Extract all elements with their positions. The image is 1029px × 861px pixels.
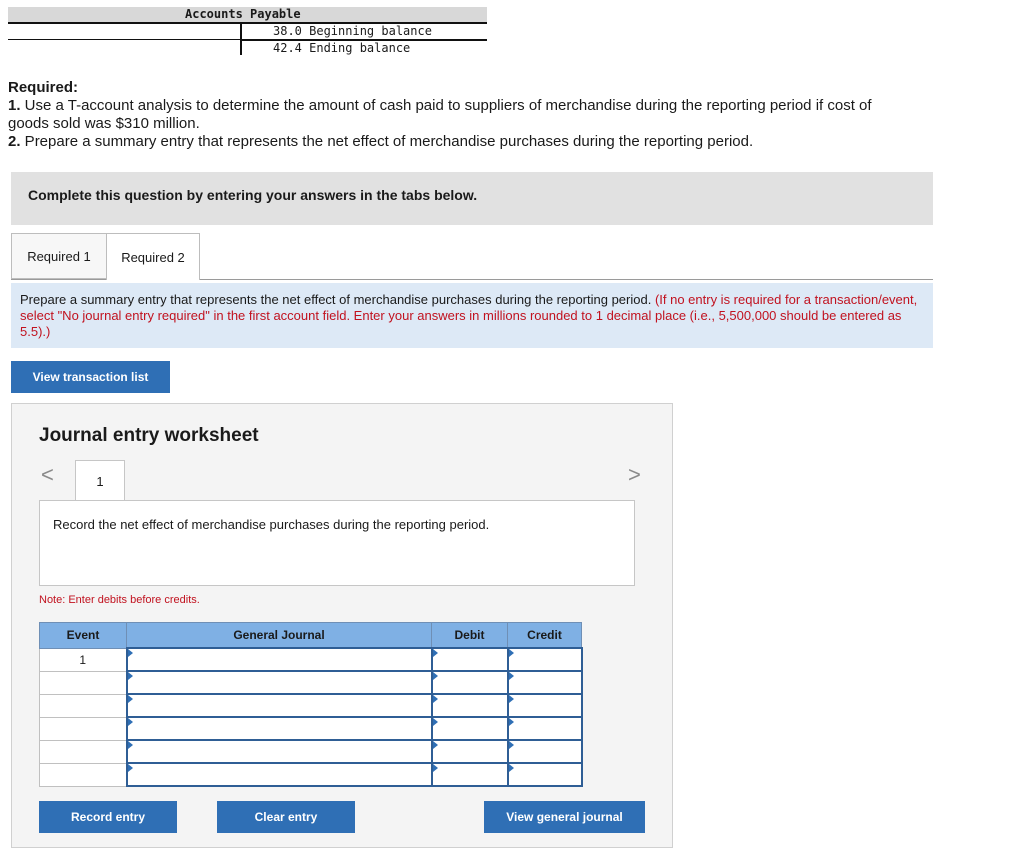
- required-item-1: [8, 97, 872, 115]
- t-account-row-beginning: 38.0 Beginning balance: [273, 24, 432, 38]
- debit-input[interactable]: [432, 671, 508, 694]
- account-input[interactable]: [127, 671, 432, 694]
- account-input[interactable]: [127, 740, 432, 763]
- question-instructions: [11, 283, 933, 348]
- header-event: Event: [40, 623, 127, 649]
- account-input[interactable]: [127, 694, 432, 717]
- credit-input[interactable]: [508, 717, 582, 740]
- worksheet-title: Journal entry worksheet: [39, 425, 259, 446]
- t-account-row-ending: 42.4 Ending balance: [273, 41, 411, 55]
- required-item-2-number: 2.: [8, 133, 21, 150]
- event-cell: [40, 694, 127, 717]
- instructions-note: (If no entry is required for a transaction/event, select "No journal entry required" in the first account field. Enter your answers in millions rounded to 1 decimal place (i.e., 5,500,000 should be entered as 5.5).): [20, 292, 918, 339]
- credit-input[interactable]: [508, 694, 582, 717]
- debit-input[interactable]: [432, 648, 508, 671]
- table-row: [40, 740, 582, 763]
- account-input[interactable]: [127, 717, 432, 740]
- t-account-title: Accounts Payable: [185, 7, 301, 21]
- event-cell: 1: [40, 648, 127, 671]
- account-input[interactable]: [127, 648, 432, 671]
- worksheet-description-box: [39, 500, 635, 586]
- table-row: [40, 763, 582, 786]
- debit-input[interactable]: [432, 717, 508, 740]
- tab-required-1[interactable]: Required 1: [11, 233, 106, 279]
- required-item-2: [8, 133, 753, 151]
- required-item-1-text: Use a T-account analysis to determine the amount of cash paid to suppliers of merchandise during the reporting period if cost of: [20, 97, 872, 114]
- instruction-banner-text: Complete this question by entering your answers in the tabs below.: [28, 187, 478, 203]
- event-cell: [40, 717, 127, 740]
- required-item-1-cont: goods sold was $310 million.: [8, 115, 200, 132]
- worksheet-description: Record the net effect of merchandise purchases during the reporting period.: [53, 517, 490, 532]
- table-row: [40, 671, 582, 694]
- credit-input[interactable]: [508, 671, 582, 694]
- event-cell: [40, 740, 127, 763]
- debit-input[interactable]: [432, 740, 508, 763]
- debit-input[interactable]: [432, 694, 508, 717]
- prev-arrow-icon[interactable]: <: [41, 462, 54, 487]
- required-item-1-number: 1.: [8, 97, 21, 114]
- event-cell: [40, 763, 127, 786]
- tab-divider: [200, 279, 933, 280]
- journal-table-header-row: [40, 623, 582, 649]
- view-transaction-list-button[interactable]: View transaction list: [11, 361, 170, 393]
- header-debit: Debit: [432, 623, 508, 649]
- event-cell: [40, 671, 127, 694]
- t-account-mask: [8, 40, 240, 43]
- debit-input[interactable]: [432, 763, 508, 786]
- required-heading: Required:: [8, 79, 79, 96]
- header-general-journal: General Journal: [127, 623, 432, 649]
- debits-credits-note: Note: Enter debits before credits.: [39, 594, 200, 606]
- credit-input[interactable]: [508, 648, 582, 671]
- view-general-journal-button[interactable]: View general journal: [484, 801, 645, 833]
- table-row: [40, 694, 582, 717]
- account-input[interactable]: [127, 763, 432, 786]
- header-credit: Credit: [508, 623, 582, 649]
- table-row: [40, 717, 582, 740]
- record-entry-button[interactable]: Record entry: [39, 801, 177, 833]
- credit-input[interactable]: [508, 740, 582, 763]
- instructions-main: Prepare a summary entry that represents the net effect of merchandise purchases during the reporting period.: [20, 292, 655, 307]
- credit-input[interactable]: [508, 763, 582, 786]
- tab-divider-left: [11, 279, 106, 280]
- required-item-2-text: Prepare a summary entry that represents the net effect of merchandise purchases during the reporting period.: [20, 133, 754, 150]
- journal-entry-table: [39, 622, 583, 787]
- tab-required-2[interactable]: Required 2: [106, 233, 200, 280]
- instruction-banner: [11, 172, 933, 225]
- table-row: [40, 648, 582, 671]
- clear-entry-button[interactable]: Clear entry: [217, 801, 355, 833]
- next-arrow-icon[interactable]: >: [628, 462, 641, 487]
- worksheet-page-tab-1[interactable]: 1: [75, 460, 125, 501]
